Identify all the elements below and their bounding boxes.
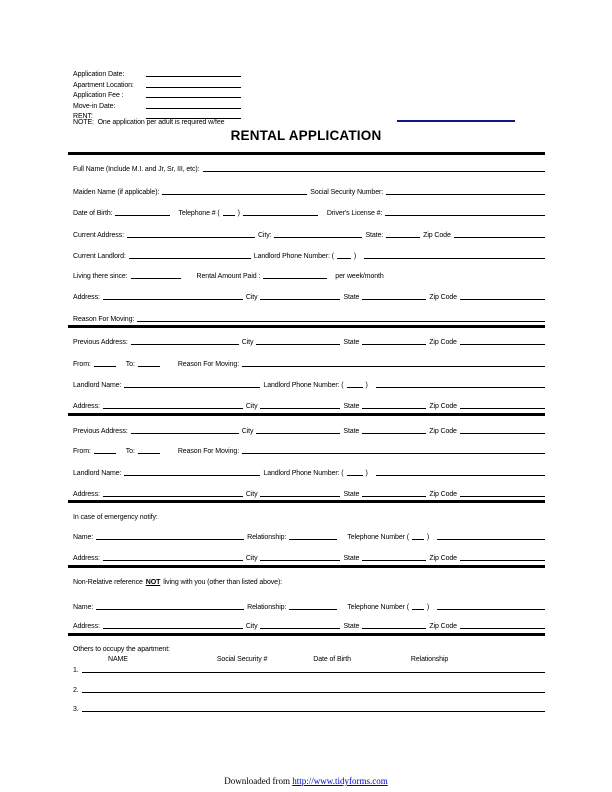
field-label: Landlord Phone Number: ( (263, 470, 344, 477)
blank-line (146, 107, 241, 109)
field-label: Reason For Moving: (177, 361, 240, 368)
reason-for-moving-row (68, 313, 545, 323)
blank-line (242, 452, 545, 454)
emergency-contact-row (68, 531, 545, 541)
field-label: Address: (73, 403, 100, 410)
blank-line (376, 474, 545, 476)
field-label: ) (353, 253, 357, 260)
top-field-row-2 (73, 78, 241, 88)
blank-line (223, 214, 235, 216)
field-label: State (343, 491, 360, 498)
field-label: Relationship: (247, 534, 287, 541)
field-label: Reason For Moving: (177, 448, 240, 455)
field-label: Apartment Location: (73, 81, 134, 89)
blank-line (362, 495, 426, 497)
field-label: Previous Address: (73, 339, 128, 346)
field-label: Zip Code (429, 428, 457, 435)
blank-line (460, 432, 545, 434)
landlord-address-1-row (68, 400, 545, 410)
field-label: Rental Amount Paid : (196, 273, 261, 280)
note-text: NOTE: One application per adult is required w/fee (73, 119, 225, 126)
field-label: 3. (73, 706, 79, 713)
blank-line (82, 691, 545, 693)
top-field-row-1 (73, 68, 241, 78)
blank-line (138, 365, 160, 367)
field-label: Current Address: (73, 232, 124, 239)
field-label: State (343, 403, 360, 410)
blank-line (347, 386, 363, 388)
blank-line (96, 608, 244, 610)
blank-line (385, 214, 545, 216)
field-label: Landlord Name: (73, 470, 122, 477)
blank-line (362, 627, 426, 629)
blank-line (94, 452, 116, 454)
field-label: City (245, 623, 258, 630)
footer-prefix: Downloaded from (224, 776, 293, 786)
nonrelative-contact-row (68, 601, 545, 611)
field-label: City (245, 294, 258, 301)
field-label: City (245, 555, 258, 562)
field-label: Address: (73, 491, 100, 498)
full-name-row (68, 163, 545, 173)
blank-line (289, 608, 337, 610)
blank-line (362, 559, 426, 561)
blank-line (256, 343, 340, 345)
field-label: Telephone Number ( (347, 534, 409, 541)
field-label: Date of Birth (313, 656, 351, 663)
top-fields-block (73, 68, 241, 120)
nonrelative-heading-row (68, 576, 545, 586)
field-label: To: (125, 361, 135, 368)
field-label: Date of Birth: (73, 210, 113, 217)
footer-link[interactable]: http://www.tidyforms.com (292, 776, 388, 786)
blank-line (364, 257, 545, 259)
blank-line (263, 277, 327, 279)
field-label: per week/month (335, 273, 384, 280)
blank-line (137, 320, 545, 322)
blank-line (460, 343, 545, 345)
blank-line (146, 96, 241, 98)
field-label: Living there since: (73, 273, 128, 280)
blank-line (96, 538, 244, 540)
form-title: RENTAL APPLICATION (230, 128, 382, 143)
field-label: City (245, 403, 258, 410)
field-label: To: (125, 448, 135, 455)
current-landlord-row (68, 250, 545, 260)
field-label: State (343, 623, 360, 630)
field-label: State (343, 555, 360, 562)
current-address-row (68, 229, 545, 239)
blank-line (289, 538, 337, 540)
blank-line (362, 432, 426, 434)
field-label: ) (365, 382, 368, 389)
previous-address-2-row (68, 425, 545, 435)
blank-line (460, 407, 545, 409)
field-label: Zip Code (423, 232, 451, 239)
blank-line (362, 298, 426, 300)
section-divider (68, 565, 545, 568)
blank-line (386, 236, 420, 238)
section-divider (68, 500, 545, 503)
field-label: Zip Code (429, 623, 457, 630)
occupant-row-3 (68, 703, 545, 713)
field-label: Full Name (Include M.I. and Jr, Sr, III, etc): (73, 166, 200, 173)
blank-line (347, 474, 363, 476)
from-to-reason-2-row (68, 445, 545, 455)
blank-line (124, 386, 260, 388)
field-label: Name: (73, 604, 94, 611)
nonrelative-address-row (68, 620, 545, 630)
blank-line (242, 365, 545, 367)
blank-line (127, 236, 255, 238)
occupant-row-1 (68, 664, 545, 674)
emergency-heading-row (68, 511, 545, 521)
blank-line (412, 608, 424, 610)
blank-line (376, 386, 545, 388)
blank-line (103, 559, 243, 561)
field-label: ) (365, 470, 368, 477)
field-label: Non-Relative reference (73, 579, 143, 586)
occupants-heading-row (68, 643, 545, 653)
field-label: Application Fee : (73, 92, 124, 100)
blank-line (131, 277, 181, 279)
section-divider (68, 413, 545, 416)
blank-line (274, 236, 362, 238)
field-label: Application Date: (73, 71, 125, 79)
field-label: 1. (73, 667, 79, 674)
top-field-row-4 (73, 99, 241, 109)
blank-line (115, 214, 170, 216)
occupant-row-2 (68, 684, 545, 694)
field-label: In case of emergency notify: (73, 514, 158, 521)
field-label: Previous Address: (73, 428, 128, 435)
section-divider (68, 152, 545, 155)
blank-line (362, 407, 426, 409)
field-label: Zip Code (429, 555, 457, 562)
accent-line (397, 120, 515, 122)
landlord-address-2-row (68, 488, 545, 498)
section-divider (68, 325, 545, 328)
blank-line (82, 671, 545, 673)
field-label: Maiden Name (if applicable): (73, 189, 160, 196)
blank-line (243, 214, 318, 216)
field-label: NAME (108, 656, 128, 663)
field-label: NOT (145, 579, 161, 586)
landlord-name-2-row (68, 467, 545, 477)
blank-line (256, 432, 340, 434)
blank-line (362, 343, 426, 345)
blank-line (260, 495, 340, 497)
blank-line (129, 257, 251, 259)
field-label: Landlord Name: (73, 382, 122, 389)
field-label: Zip Code (429, 491, 457, 498)
field-label: State (343, 339, 360, 346)
field-label: Zip Code (429, 294, 457, 301)
field-label: Landlord Phone Number: ( (263, 382, 344, 389)
previous-address-1-row (68, 336, 545, 346)
field-label: Relationship (410, 656, 449, 663)
field-label: Address: (73, 555, 100, 562)
field-label: City: (257, 232, 272, 239)
field-label: ) (426, 604, 430, 611)
field-label: Telephone Number ( (347, 604, 409, 611)
blank-line (103, 407, 243, 409)
field-label: State (343, 294, 360, 301)
current-landlord-address-row (68, 291, 545, 301)
field-label: Driver's License #: (326, 210, 383, 217)
field-label: City (241, 339, 254, 346)
field-label: State: (365, 232, 384, 239)
field-label: City (241, 428, 254, 435)
field-label: Address: (73, 623, 100, 630)
field-label: Zip Code (429, 339, 457, 346)
occupants-header-row (68, 653, 545, 663)
field-label: RENT: (73, 112, 93, 120)
footer (0, 776, 612, 786)
blank-line (460, 627, 545, 629)
field-label: Reason For Moving: (73, 316, 135, 323)
blank-line (454, 236, 545, 238)
blank-line (260, 298, 340, 300)
blank-line (131, 432, 239, 434)
blank-line (94, 365, 116, 367)
field-label: Move-in Date: (73, 102, 116, 110)
blank-line (460, 495, 545, 497)
field-label: Others to occupy the apartment: (73, 646, 170, 653)
blank-line (386, 193, 545, 195)
section-divider (68, 633, 545, 636)
field-label: City (245, 491, 258, 498)
field-label: 2. (73, 687, 79, 694)
landlord-name-1-row (68, 379, 545, 389)
blank-line (460, 298, 545, 300)
field-label: Landlord Phone Number: ( (253, 253, 334, 260)
blank-line (437, 538, 545, 540)
field-label: ) (237, 210, 240, 217)
blank-line (260, 407, 340, 409)
blank-line (437, 608, 545, 610)
field-label: From: (73, 361, 91, 368)
field-label: Social Security Number: (310, 189, 384, 196)
from-to-reason-1-row (68, 358, 545, 368)
living-since-row (68, 270, 545, 280)
field-label: Social Security # (216, 656, 268, 663)
maiden-name-ssn-row (68, 186, 545, 196)
field-label: Zip Code (429, 403, 457, 410)
dob-phone-license-row (68, 207, 545, 217)
top-field-row-3 (73, 89, 241, 99)
field-label: State (343, 428, 360, 435)
field-label: Name: (73, 534, 94, 541)
field-label: Current Landlord: (73, 253, 126, 260)
field-label: From: (73, 448, 91, 455)
blank-line (103, 298, 243, 300)
blank-line (124, 474, 260, 476)
blank-line (146, 86, 241, 88)
field-label: Address: (73, 294, 100, 301)
emergency-address-row (68, 552, 545, 562)
blank-line (103, 495, 243, 497)
blank-line (260, 627, 340, 629)
blank-line (138, 452, 160, 454)
field-label: living with you (other than listed above): (163, 579, 283, 586)
field-label: Telephone # ( (178, 210, 220, 217)
blank-line (460, 559, 545, 561)
blank-line (412, 538, 424, 540)
blank-line (203, 170, 545, 172)
blank-line (162, 193, 307, 195)
blank-line (260, 559, 340, 561)
blank-line (82, 710, 545, 712)
blank-line (131, 343, 239, 345)
field-label: ) (426, 534, 430, 541)
field-label: Relationship: (247, 604, 287, 611)
blank-line (103, 627, 243, 629)
blank-line (146, 75, 241, 77)
blank-line (337, 257, 351, 259)
